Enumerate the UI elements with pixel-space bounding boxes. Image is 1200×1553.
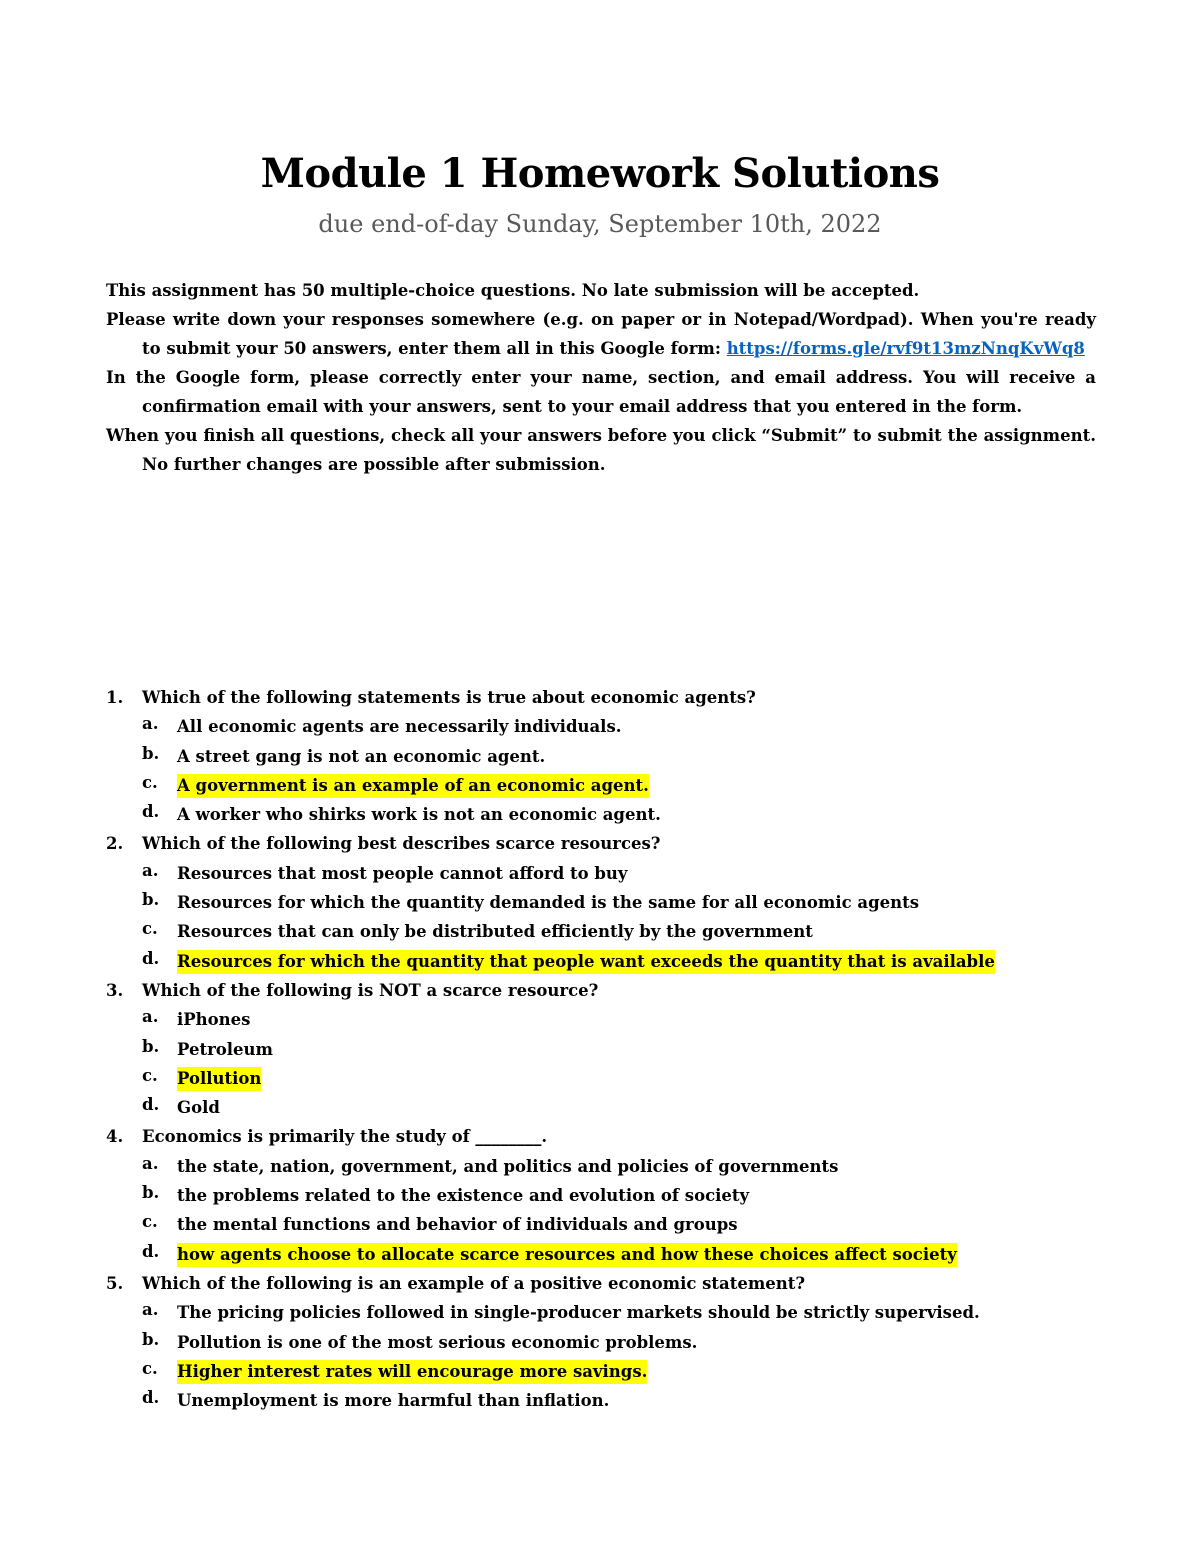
option-letter: d. xyxy=(142,1095,160,1115)
option-letter: d. xyxy=(142,1388,160,1408)
question-5-option-b xyxy=(142,1328,1106,1357)
question-text: Which of the following best describes scarce resources? xyxy=(142,834,661,854)
page-title: Module 1 Homework Solutions xyxy=(260,150,940,197)
option-letter: c. xyxy=(142,1358,158,1378)
question-4 xyxy=(106,1122,1106,1151)
question-3 xyxy=(106,976,1106,1005)
question-3-option-c xyxy=(142,1064,1106,1093)
option-letter: c. xyxy=(142,1212,158,1232)
option-letter: a. xyxy=(142,860,159,880)
question-5-option-c xyxy=(142,1357,1106,1386)
option-text: The pricing policies followed in single-producer markets should be strictly supervised. xyxy=(177,1303,980,1323)
option-letter: a. xyxy=(142,1007,159,1027)
option-letter: b. xyxy=(142,890,160,910)
question-text: Which of the following is an example of a positive economic statement? xyxy=(142,1273,806,1293)
option-letter: b. xyxy=(142,743,160,763)
question-list xyxy=(106,683,1106,1415)
option-text: how agents choose to allocate scarce resources and how these choices affect society xyxy=(177,1244,957,1264)
question-1-option-c xyxy=(142,771,1106,800)
question-4-option-c xyxy=(142,1210,1106,1239)
option-text: Pollution xyxy=(177,1068,262,1088)
option-letter: c. xyxy=(142,919,158,939)
option-text: All economic agents are necessarily individuals. xyxy=(177,717,622,737)
option-letter: d. xyxy=(142,802,160,822)
question-number: 4. xyxy=(106,1127,124,1147)
question-1-option-d xyxy=(142,800,1106,829)
option-letter: c. xyxy=(142,1065,158,1085)
google-form-link[interactable]: https://forms.gle/rvf9t13mzNnqKvWq8 xyxy=(726,339,1085,358)
option-letter: a. xyxy=(142,1153,159,1173)
option-letter: a. xyxy=(142,714,159,734)
question-number: 1. xyxy=(106,688,124,707)
option-letter: d. xyxy=(142,1241,160,1261)
question-2-option-a xyxy=(142,859,1106,888)
instruction-paragraph-3: In the Google form, please correctly enter your name, section, and email address. You will receive a confirmation email with your answers, sent to your email address that you entered in the form. xyxy=(106,368,1096,416)
question-2-option-d xyxy=(142,947,1106,976)
question-1-option-a xyxy=(142,712,1106,741)
question-4-option-d xyxy=(142,1240,1106,1269)
option-text: the state, nation, government, and politics and policies of governments xyxy=(177,1156,839,1176)
question-5-option-d xyxy=(142,1386,1106,1415)
question-text: Which of the following statements is true about economic agents? xyxy=(142,688,756,707)
option-text: Pollution is one of the most serious economic problems. xyxy=(177,1332,698,1352)
question-4-option-a xyxy=(142,1152,1106,1181)
question-text: Economics is primarily the study of ________. xyxy=(142,1127,548,1147)
question-3-option-a xyxy=(142,1005,1106,1034)
option-text: Gold xyxy=(177,1098,220,1118)
option-text: Resources that most people cannot afford to buy xyxy=(177,863,628,883)
option-text: Resources that can only be distributed efficiently by the government xyxy=(177,922,813,942)
question-text: Which of the following is NOT a scarce resource? xyxy=(142,980,599,1000)
option-text: Resources for which the quantity that people want exceeds the quantity that is available xyxy=(177,951,995,971)
option-text: A government is an example of an economic agent. xyxy=(177,775,649,795)
instruction-paragraph-4: When you finish all questions, check all your answers before you click “Submit” to submit the assignment. No further changes are possible after submission. xyxy=(106,426,1096,474)
instruction-paragraph-2 xyxy=(106,305,1096,363)
question-1 xyxy=(106,683,1106,712)
option-text: A street gang is not an economic agent. xyxy=(177,746,546,766)
instruction-paragraph-2-text: Please write down your responses somewhere (e.g. on paper or in Notepad/Wordpad). When you're ready to submit your 50 answers, enter them all in this Google form: xyxy=(106,310,1096,358)
question-2-option-c xyxy=(142,917,1106,946)
option-letter: d. xyxy=(142,948,160,968)
question-number: 2. xyxy=(106,834,124,854)
option-letter: b. xyxy=(142,1183,160,1203)
option-text: the mental functions and behavior of individuals and groups xyxy=(177,1215,738,1235)
option-letter: c. xyxy=(142,772,158,792)
option-text: iPhones xyxy=(177,1010,251,1030)
option-text: Petroleum xyxy=(177,1039,274,1059)
question-3-option-d xyxy=(142,1093,1106,1122)
question-2-option-b xyxy=(142,888,1106,917)
option-letter: a. xyxy=(142,1300,159,1320)
instruction-paragraph-1: This assignment has 50 multiple-choice questions. No late submission will be accepted. xyxy=(106,281,920,300)
question-5 xyxy=(106,1269,1106,1298)
question-3-option-b xyxy=(142,1035,1106,1064)
option-text: A worker who shirks work is not an economic agent. xyxy=(177,805,661,825)
option-text: Higher interest rates will encourage more savings. xyxy=(177,1361,648,1381)
question-number: 5. xyxy=(106,1273,124,1293)
question-2 xyxy=(106,829,1106,858)
question-4-option-b xyxy=(142,1181,1106,1210)
page-subtitle: due end-of-day Sunday, September 10th, 2022 xyxy=(318,210,882,238)
option-text: Unemployment is more harmful than inflation. xyxy=(177,1391,610,1411)
option-text: the problems related to the existence and evolution of society xyxy=(177,1186,750,1206)
question-1-option-b xyxy=(142,742,1106,771)
instructions xyxy=(106,276,1096,479)
option-letter: b. xyxy=(142,1036,160,1056)
question-number: 3. xyxy=(106,980,124,1000)
option-text: Resources for which the quantity demanded is the same for all economic agents xyxy=(177,893,920,913)
option-letter: b. xyxy=(142,1329,160,1349)
question-5-option-a xyxy=(142,1298,1106,1327)
